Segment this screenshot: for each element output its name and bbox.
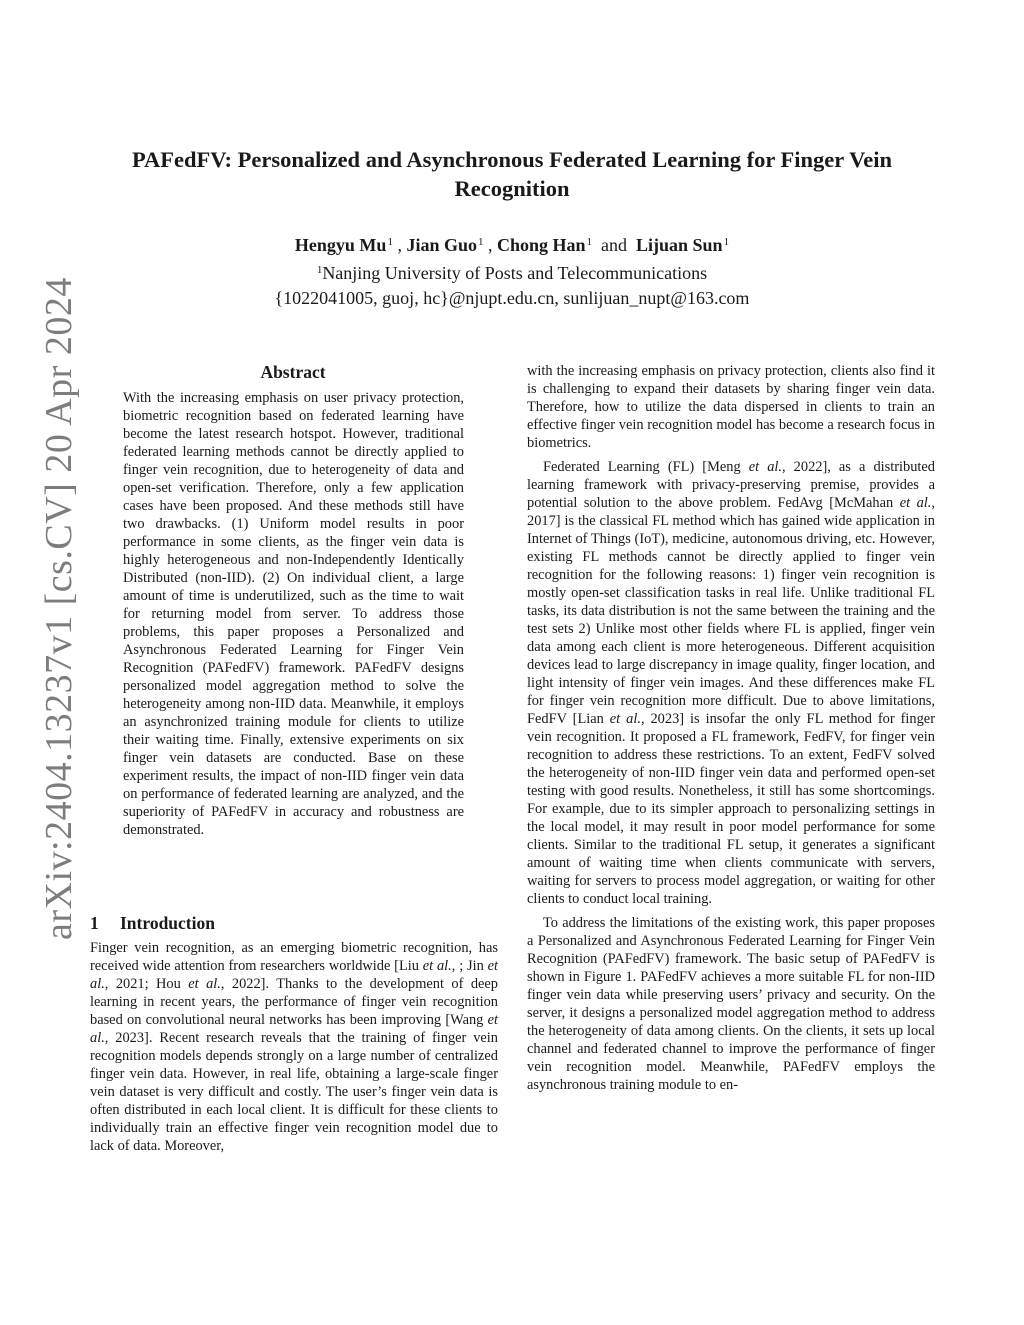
arxiv-identifier-stamp: arXiv:2404.13237v1 [cs.CV] 20 Apr 2024	[38, 277, 80, 940]
text-run: , 2021; Hou	[104, 976, 189, 992]
affiliation	[90, 258, 934, 285]
author-name: Jian Guo	[406, 235, 477, 255]
author-list	[90, 230, 934, 257]
author-affiliation-mark: 1	[387, 236, 393, 248]
citation-etal: et al.	[188, 976, 221, 992]
text-run: , 2022]. Thanks to the development of deep learning in recent years, the performance of finger vein recognition based on convolutional neural networks has been improving [Wang	[90, 976, 498, 1028]
affiliation-mark: 1	[316, 264, 323, 276]
introduction-paragraph	[527, 458, 935, 908]
text-run: , 2023] is insofar the only FL method for finger vein recognition. It proposed a FL framework, FedFV, for finger vein recognition to address these restrictions. To an extent, FedFV solved the heterogeneity of non-IID finger vein data and performed open-set testing with good results. Nonetheless, it still has some shortcomings. For example, due to its simpler approach to personalizing settings in the local model, it may result in poor model performance for some clients. Similar to the traditional FL setup, it generates a significant amount of waiting time when clients communicate with servers, waiting for servers to process model aggregation, or waiting for other clients to conduct local training.	[527, 711, 935, 907]
author-affiliation-mark: 1	[477, 236, 484, 248]
author-affiliation-mark: 1	[723, 236, 730, 248]
author-separator: ,	[483, 235, 497, 255]
citation-etal: et al.	[422, 958, 452, 974]
author-separator: and	[592, 235, 637, 255]
section-title: Introduction	[120, 913, 215, 933]
citation-etal: et al.	[90, 1012, 498, 1046]
text-run: Finger vein recognition, as an emerging biometric recognition, has received wide attention from researchers worldwide [Liu	[90, 940, 498, 974]
citation-etal: et al.	[899, 495, 932, 511]
section-heading-introduction	[90, 912, 498, 934]
abstract-heading: Abstract	[260, 362, 326, 382]
right-column	[527, 362, 935, 1100]
text-run: , ; Jin	[451, 958, 488, 974]
text-run: , 2017] is the classical FL method which has gained wide application in Internet of Things (IoT), medicine, autonomous driving, etc. However, existing FL methods cannot be directly applied to finger vein recognition for the following reasons: 1) finger vein recognition is mostly open-set classification tasks in real life. Unlike traditional FL tasks, its data distribution is not the same between the training and the test sets 2) Unlike most other fields where FL is applied, finger vein data among each client is more heterogeneous. Different acquisition devices lead to large discrepancy in image quality, finger location, and light intensity of finger vein images. And these differences make FL for finger vein recognition more difficult. Due to above limitations, FedFV [Lian	[527, 495, 935, 727]
affiliation-name: Nanjing University of Posts and Telecommunications	[322, 263, 708, 283]
citation-etal: et al.	[90, 958, 499, 992]
citation-etal: et al.	[609, 711, 641, 727]
section-number: 1	[90, 913, 99, 933]
author-affiliation-mark: 1	[586, 236, 593, 248]
text-run: , 2023]. Recent research reveals that the training of finger vein recognition models depends strongly on a large number of centralized finger vein data. However, in real life, obtaining a large-scale finger vein dataset is very difficult and costly. The user’s finger vein data is often distributed in each local client. It is difficult for these clients to individually train an effective finger vein recognition model due to lack of data. Moreover,	[90, 1030, 498, 1154]
introduction-paragraph: To address the limitations of the existing work, this paper proposes a Personalized and Asynchronous Federated Learning for Finger Vein Recognition (PAFedFV) framework. The basic setup of PAFedFV is shown in Figure 1. PAFedFV achieves a more suitable FL for non-IID finger vein data while preserving users’ privacy and security. On the server, it designs a personalized model aggregation method to address the heterogeneity of data among clients. On the clients, it sets up local channel and federated channel to improve the performance of finger vein recognition model. Meanwhile, PAFedFV employs the asynchronous training module to en-	[527, 915, 935, 1093]
text-run: Federated Learning (FL) [Meng	[543, 459, 749, 475]
author-emails: {1022041005, guoj, hc}@njupt.edu.cn, sunlijuan_nupt@163.com	[274, 288, 750, 308]
author-name: Chong Han	[496, 235, 586, 255]
author-name: Hengyu Mu	[294, 235, 387, 255]
abstract-body: With the increasing emphasis on user privacy protection, biometric recognition based on federated learning have become the latest research hotspot. However, traditional federated learning methods cannot be directly applied to finger vein recognition, due to heterogeneity of data and open-set verification. Therefore, only a few application cases have been proposed. And these methods still have two drawbacks. (1) Uniform model results in poor performance in some clients, as the finger vein data is highly heterogeneous and non-Independently Identically Distributed (non-IID). (2) On individual client, a large amount of time is underutilized, such as the time to wait for returning model from server. To address those problems, this paper proposes a Personalized and Asynchronous Federated Learning for Finger Vein Recognition (PAFedFV) framework. PAFedFV designs personalized model aggregation method to solve the heterogeneity among non-IID data. Meanwhile, it employs an asynchronized training module for clients to utilize their waiting time. Finally, extensive experiments on six finger vein datasets are conducted. Base on these experiment results, the impact of non-IID finger vein data on performance of federated learning are analyzed, and the superiority of PAFedFV in accuracy and robustness are demonstrated.	[123, 390, 464, 838]
text-run: , 2022], as a distributed learning framework with privacy-preserving premise, provides a potential solution to the above problem. FedAvg [McMahan	[527, 459, 936, 511]
introduction-paragraph: with the increasing emphasis on privacy protection, clients also find it is challenging to expand their datasets by sharing finger vein data. Therefore, how to utilize the data dispersed in clients to train an effective finger vein recognition model has become a research focus in biometrics.	[527, 363, 935, 451]
paper-title: PAFedFV: Personalized and Asynchronous Federated Learning for Finger Vein Recognition	[131, 147, 893, 201]
author-name: Lijuan Sun	[636, 235, 723, 255]
citation-etal: et al.	[748, 459, 782, 475]
introduction-paragraph	[90, 939, 498, 1155]
author-separator: ,	[392, 235, 407, 255]
